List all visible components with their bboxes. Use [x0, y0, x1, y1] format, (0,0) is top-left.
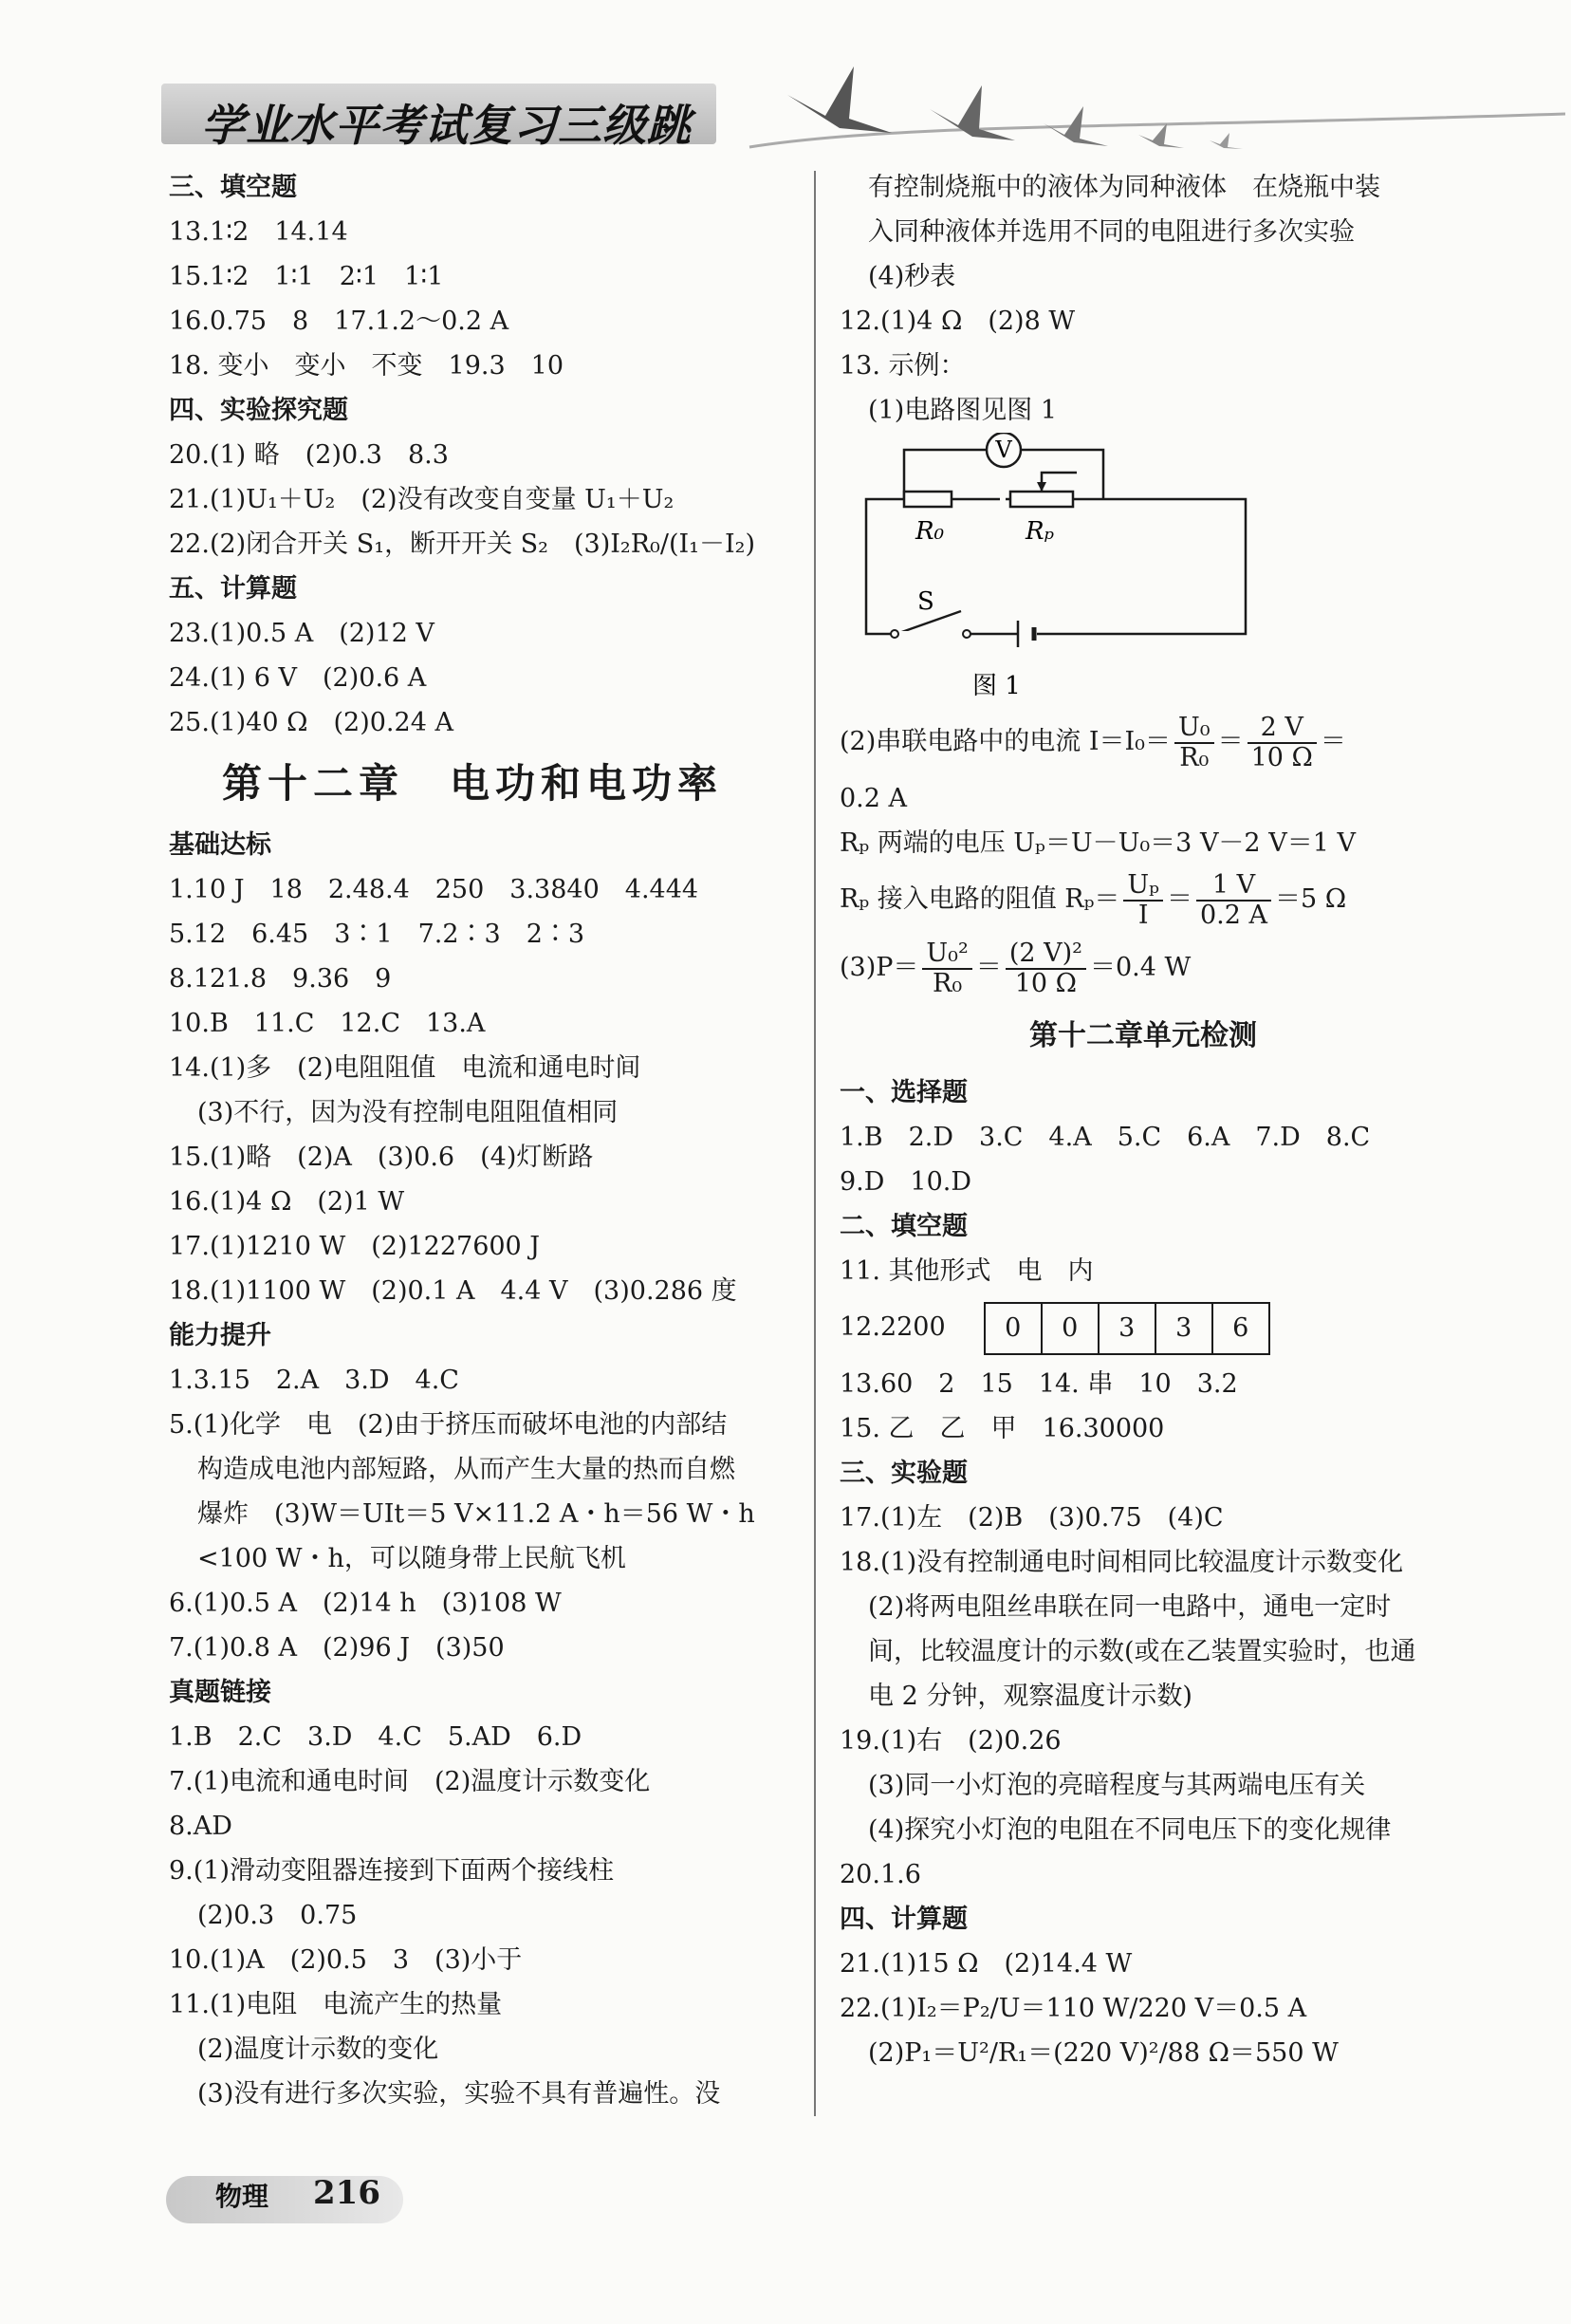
meter-digit: 3 [1156, 1304, 1213, 1353]
section-heading: 基础达标 [169, 830, 271, 860]
answer-line: 13.60 2 15 14. 串 10 3.2 [840, 1369, 1238, 1399]
meter-digit: 0 [986, 1304, 1043, 1353]
subject-label: 物理 [215, 2181, 269, 2212]
formula-current-result: 0.2 A [840, 784, 908, 813]
section-heading: 三、实验题 [840, 1459, 968, 1488]
answer-line: 15. 乙 乙 甲 16.30000 [840, 1414, 1165, 1443]
answer-line: 1.10 J 18 2.48.4 250 3.3840 4.444 [169, 875, 699, 904]
answer-line: 5.12 6.45 3∶1 7.2∶3 2∶3 [169, 920, 585, 949]
circuit-diagram [840, 433, 1314, 708]
formula-resistance: Rₚ 接入电路的阻值 Rₚ＝ $\frac{\text{Uₚ}}{I}$ ＝ $\frac{1 V}{0.2 A}$ ＝5 Ω [840, 869, 1347, 930]
right-top-list [840, 165, 1475, 433]
answer-line: 7.(1)0.8 A (2)96 J (3)50 [169, 1633, 505, 1663]
section-heading: 真题链接 [169, 1678, 271, 1707]
section-heading: 四、实验探究题 [169, 396, 348, 425]
section-heading: 一、选择题 [840, 1078, 968, 1107]
answer-line: 16.(1)4 Ω (2)1 W [169, 1187, 405, 1217]
answer-line: 22.(2)闭合开关 S₁，断开开关 S₂ (3)I₂R₀/(I₁－I₂) [169, 530, 756, 559]
answer-line: 20.1.6 [840, 1860, 921, 1889]
answer-line: 25.(1)40 Ω (2)0.24 A [169, 708, 453, 737]
answer-line: 15.(1)略 (2)A (3)0.6 (4)灯断路 [169, 1143, 594, 1172]
answer-line: 入同种液体并选用不同的电阻进行多次实验 [868, 217, 1355, 247]
answer-line: 16.0.75 8 17.1.2～0.2 A [169, 307, 509, 336]
answer-line: 15.1∶2 1∶1 2∶1 1∶1 [169, 262, 444, 291]
figure-caption: 图 1 [972, 672, 1021, 700]
answer-line: 20.(1) 略 (2)0.3 8.3 [169, 440, 449, 470]
answer-line: 21.(1)15 Ω (2)14.4 W [840, 1949, 1133, 1979]
formula-current: (2)串联电路中的电流 I＝I₀＝ $\frac{\text{U₀}}{\text{R₀}}$ ＝ $\frac{2 V}{10 \Omega}$ ＝ [840, 712, 1346, 772]
left-column [169, 165, 804, 2116]
answer-line: (2)温度计示数的变化 [197, 2035, 439, 2064]
answer-line: 电 2 分钟，观察温度计示数) [868, 1682, 1192, 1711]
unit-test-title: 第十二章单元检测 [1029, 1019, 1257, 1052]
answer-line: 23.(1)0.5 A (2)12 V [169, 619, 434, 648]
circuit-svg [840, 433, 1314, 708]
answer-line: 24.(1) 6 V (2)0.6 A [169, 663, 427, 693]
answer-line: 14.(1)多 (2)电阻阻值 电流和通电时间 [169, 1053, 641, 1083]
answer-line: 18. 变小 变小 不变 19.3 10 [169, 351, 564, 381]
answer-line: 11.(1)电阻 电流产生的热量 [169, 1990, 503, 2019]
answer-line: (3)同一小灯泡的亮暗程度与其两端电压有关 [868, 1771, 1366, 1800]
answer-line: 9.(1)滑动变阻器连接到下面两个接线柱 [169, 1856, 615, 1886]
answer-line: 18.(1)没有控制通电时间相同比较温度计示数变化 [840, 1548, 1404, 1577]
answer-line: <100 W・h，可以随身带上民航飞机 [197, 1544, 626, 1573]
section-heading: 五、计算题 [169, 574, 297, 604]
answer-line: 11. 其他形式 电 内 [840, 1256, 1094, 1286]
right-bottom-list-b [840, 1362, 1475, 2075]
meter-digit: 0 [1043, 1304, 1100, 1353]
meter-reading: 12.2200 0 0 3 3 6 [840, 1293, 1475, 1362]
meter-digit: 3 [1100, 1304, 1156, 1353]
voltmeter-label: V [995, 437, 1012, 463]
rp-label: Rₚ [1026, 517, 1054, 546]
section-heading: 三、填空题 [169, 173, 297, 202]
answer-line: (3)不行，因为没有控制电阻阻值相同 [197, 1098, 619, 1127]
section-heading: 能力提升 [169, 1321, 271, 1350]
answer-line: 22.(1)I₂＝P₂/U＝110 W/220 V＝0.5 A [840, 1994, 1307, 2023]
r0-label: R₀ [915, 517, 944, 546]
answer-line: 5.(1)化学 电 (2)由于挤压而破坏电池的内部结 [169, 1410, 728, 1440]
answer-line: 爆炸 (3)W＝UIt＝5 V×11.2 A・h＝56 W・h [197, 1499, 755, 1529]
page-number: 216 [313, 2174, 380, 2212]
answer-line: (2)将两电阻丝串联在同一电路中，通电一定时 [868, 1592, 1392, 1622]
header-title: 学业水平考试复习三级跳 [201, 100, 692, 151]
chapter-title: 第十二章 电功和电功率 [221, 760, 723, 807]
section-heading: 四、计算题 [840, 1905, 968, 1934]
resistor-r0 [904, 492, 952, 507]
answer-line: 21.(1)U₁＋U₂ (2)没有改变自变量 U₁＋U₂ [169, 485, 675, 514]
meter-digit-boxes [984, 1302, 1270, 1355]
formula-power: (3)P＝ $\frac{\text{U₀²}}{\text{R₀}}$ ＝ $\frac{\text{(2 V)²}}{10 \Omega}$ ＝0.4 W [840, 938, 1192, 998]
answer-line: 有控制烧瓶中的液体为同种液体 在烧瓶中装 [868, 173, 1380, 202]
answer-line: 1.B 2.D 3.C 4.A 5.C 6.A 7.D 8.C [840, 1123, 1371, 1152]
answer-line: 17.(1)左 (2)B (3)0.75 (4)C [840, 1503, 1224, 1533]
answer-line: 8.AD [169, 1812, 232, 1841]
answer-line: 12.(1)4 Ω (2)8 W [840, 307, 1076, 336]
answer-line: 1.B 2.C 3.D 4.C 5.AD 6.D [169, 1722, 582, 1752]
answer-line: (4)探究小灯泡的电阻在不同电压下的变化规律 [868, 1815, 1392, 1845]
flying-birds-icon [730, 57, 1565, 161]
answer-line: 6.(1)0.5 A (2)14 h (3)108 W [169, 1589, 562, 1618]
meter-digit: 6 [1232, 1312, 1249, 1343]
rheostat-rp [1010, 492, 1073, 507]
answer-line: 7.(1)电流和通电时间 (2)温度计示数变化 [169, 1767, 651, 1796]
answer-line: (2)0.3 0.75 [197, 1901, 358, 1930]
answer-line: 构造成电池内部短路，从而产生大量的热而自燃 [197, 1455, 735, 1484]
answer-line: (3)没有进行多次实验，实验不具有普遍性。没 [197, 2079, 721, 2109]
answer-line: 8.121.8 9.36 9 [169, 964, 392, 994]
column-divider [814, 171, 816, 2116]
section-heading: 二、填空题 [840, 1212, 968, 1241]
answer-line: 10.(1)A (2)0.5 3 (3)小于 [169, 1945, 523, 1975]
answer-line: 13. 示例： [840, 351, 966, 381]
page-header [161, 57, 1565, 161]
answer-line: 间，比较温度计的示数(或在乙装置实验时，也通 [868, 1637, 1416, 1666]
answer-line: (1)电路图见图 1 [868, 396, 1058, 425]
answer-line: 9.D 10.D [840, 1167, 971, 1197]
right-column [840, 165, 1475, 2075]
answer-line: 1.3.15 2.A 3.D 4.C [169, 1366, 459, 1395]
page-footer [166, 2168, 451, 2225]
answer-line: 13.1∶2 14.14 [169, 217, 348, 247]
answer-line: 19.(1)右 (2)0.26 [840, 1726, 1062, 1756]
answer-line: 10.B 11.C 12.C 13.A [169, 1009, 486, 1038]
right-bottom-list-a [840, 1070, 1475, 1293]
answer-line: 18.(1)1100 W (2)0.1 A 4.4 V (3)0.286 度 [169, 1276, 737, 1306]
answer-line: (4)秒表 [868, 262, 956, 291]
answer-line: 17.(1)1210 W (2)1227600 J [169, 1232, 541, 1261]
switch-label: S [917, 587, 934, 616]
formula-voltage: Rₚ 两端的电压 Uₚ＝U－U₀＝3 V－2 V＝1 V [840, 828, 1356, 858]
answer-line: (2)P₁＝U²/R₁＝(220 V)²/88 Ω＝550 W [868, 2038, 1339, 2068]
